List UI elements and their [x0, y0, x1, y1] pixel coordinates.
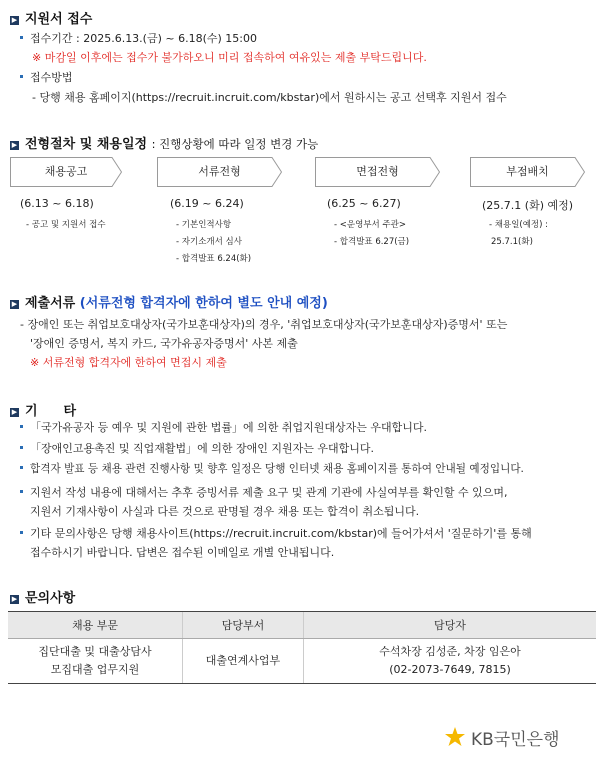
- division-cell: [8, 639, 183, 684]
- column-header: 담당자: [304, 612, 597, 639]
- person-line: 수석차장 김성준, 차장 임은아: [379, 645, 521, 658]
- stage-detail: - 합격발표 6.24(화): [176, 254, 252, 264]
- bullet-icon: [20, 446, 23, 449]
- table-row: [8, 639, 596, 684]
- column-header: 채용 부문: [8, 612, 183, 639]
- etc-item: 「장애인고용촉진 및 직업재활법」에 의한 장애인 지원자는 우대합니다.: [20, 440, 374, 456]
- bullet-icon: [20, 531, 23, 534]
- stage-detail: - 합격발표 6.27(금): [334, 237, 410, 247]
- bullet-icon: [20, 466, 23, 469]
- process-section-title: ▶ 전형절차 및 채용일정 : 진행상황에 따라 일정 변경 가능: [11, 137, 319, 152]
- stage-detail: - <운영부서 주관>: [334, 220, 406, 230]
- stage-detail: - 공고 및 지원서 접수: [26, 220, 106, 230]
- person-cell: [304, 639, 597, 684]
- table-header-row: [8, 612, 596, 639]
- documents-title-note: (서류전형 합격자에 한하여 별도 안내 예정): [79, 296, 328, 311]
- column-header: 담당부서: [183, 612, 304, 639]
- application-method-label: 접수방법: [20, 69, 73, 85]
- contact-section-title: ▶ 문의사항: [11, 591, 76, 606]
- contact-table: [8, 611, 596, 684]
- division-line: 모집대출 업무지원: [50, 663, 140, 676]
- etc-item: 기타 문의사항은 당행 채용사이트(https://recruit.incruit.com/kbstar)에 들어가셔서 '질문하기'를 통해: [20, 525, 532, 541]
- etc-item: 「국가유공자 등 예우 및 지원에 관한 법률」에 의한 취업지원대상자는 우대합니다.: [20, 419, 427, 435]
- bullet-icon: [20, 490, 23, 493]
- bullet-icon: [20, 75, 23, 78]
- etc-item: 합격자 발표 등 채용 관련 진행사항 및 향후 일정은 당행 인터넷 채용 홈페이지를 통하여 안내될 예정입니다.: [20, 461, 524, 476]
- process-note: : 진행상황에 따라 일정 변경 가능: [151, 137, 319, 151]
- section-arrow-icon: ▶: [11, 408, 18, 416]
- documents-line-1: - 장애인 또는 취업보호대상자(국가보훈대상자)의 경우, '취업보호대상자(국가보훈대상자)증명서' 또는: [20, 318, 508, 331]
- stage-detail: - 자기소개서 심사: [176, 237, 242, 247]
- stage-recruit-notice: 채용공고: [10, 157, 122, 187]
- deadline-notice: ※ 마감일 이후에는 접수가 불가하오니 미리 접속하여 여유있는 제출 부탁드립니다.: [32, 51, 427, 64]
- stage-document-screening: 서류전형: [157, 157, 282, 187]
- documents-notice: ※ 서류전형 합격자에 한하여 면접시 제출: [30, 356, 227, 369]
- stage-period: (6.19 ~ 6.24): [170, 197, 244, 210]
- application-section-title: ▶ 지원서 접수: [11, 12, 93, 27]
- section-arrow-icon: ▶: [11, 16, 18, 24]
- documents-line-2: '장애인 증명서, 복지 카드, 국가유공자증명서' 사본 제출: [30, 337, 298, 350]
- bullet-icon: [20, 36, 23, 39]
- etc-section-title: ▶ 기 타: [11, 404, 77, 419]
- stage-placement: 부점배치: [470, 157, 585, 187]
- application-method-detail: - 당행 채용 홈페이지(https://recruit.incruit.com/kbstar)에서 원하시는 공고 선택후 지원서 접수: [32, 91, 507, 104]
- stage-detail: - 기본인적사항: [176, 220, 232, 230]
- stage-period: (6.13 ~ 6.18): [20, 197, 94, 210]
- kb-logo: KB국민은행: [445, 725, 560, 750]
- etc-item-continuation: 접수하시기 바랍니다. 답변은 접수된 이메일로 개별 안내됩니다.: [30, 546, 335, 559]
- section-arrow-icon: ▶: [11, 300, 18, 308]
- application-period: 접수기간 : 2025.6.13.(금) ~ 6.18(수) 15:00: [20, 30, 257, 46]
- stage-period: (6.25 ~ 6.27): [327, 197, 401, 210]
- section-arrow-icon: ▶: [11, 595, 18, 603]
- stage-detail: - 채용일(예정) :: [489, 220, 549, 230]
- etc-item-continuation: 지원서 기재사항이 사실과 다른 것으로 판명될 경우 채용 또는 합격이 취소됩니다.: [30, 505, 420, 518]
- division-line: 집단대출 및 대출상담사: [38, 645, 152, 658]
- stage-period: (25.7.1 (화) 예정): [482, 199, 574, 212]
- section-arrow-icon: ▶: [11, 141, 18, 149]
- stage-interview: 면접전형: [315, 157, 440, 187]
- bullet-icon: [20, 425, 23, 428]
- documents-section-title: ▶ 제출서류 (서류전형 합격자에 한하여 별도 안내 예정): [11, 296, 328, 311]
- department-cell: 대출연계사업부: [183, 639, 304, 684]
- stage-detail: 25.7.1(화): [491, 237, 533, 247]
- etc-item: 지원서 작성 내용에 대해서는 추후 증빙서류 제출 요구 및 관계 기관에 사실여부를 확인할 수 있으며,: [20, 484, 508, 500]
- kb-star-icon: [445, 726, 471, 748]
- person-line: (02-2073-7649, 7815): [389, 663, 511, 676]
